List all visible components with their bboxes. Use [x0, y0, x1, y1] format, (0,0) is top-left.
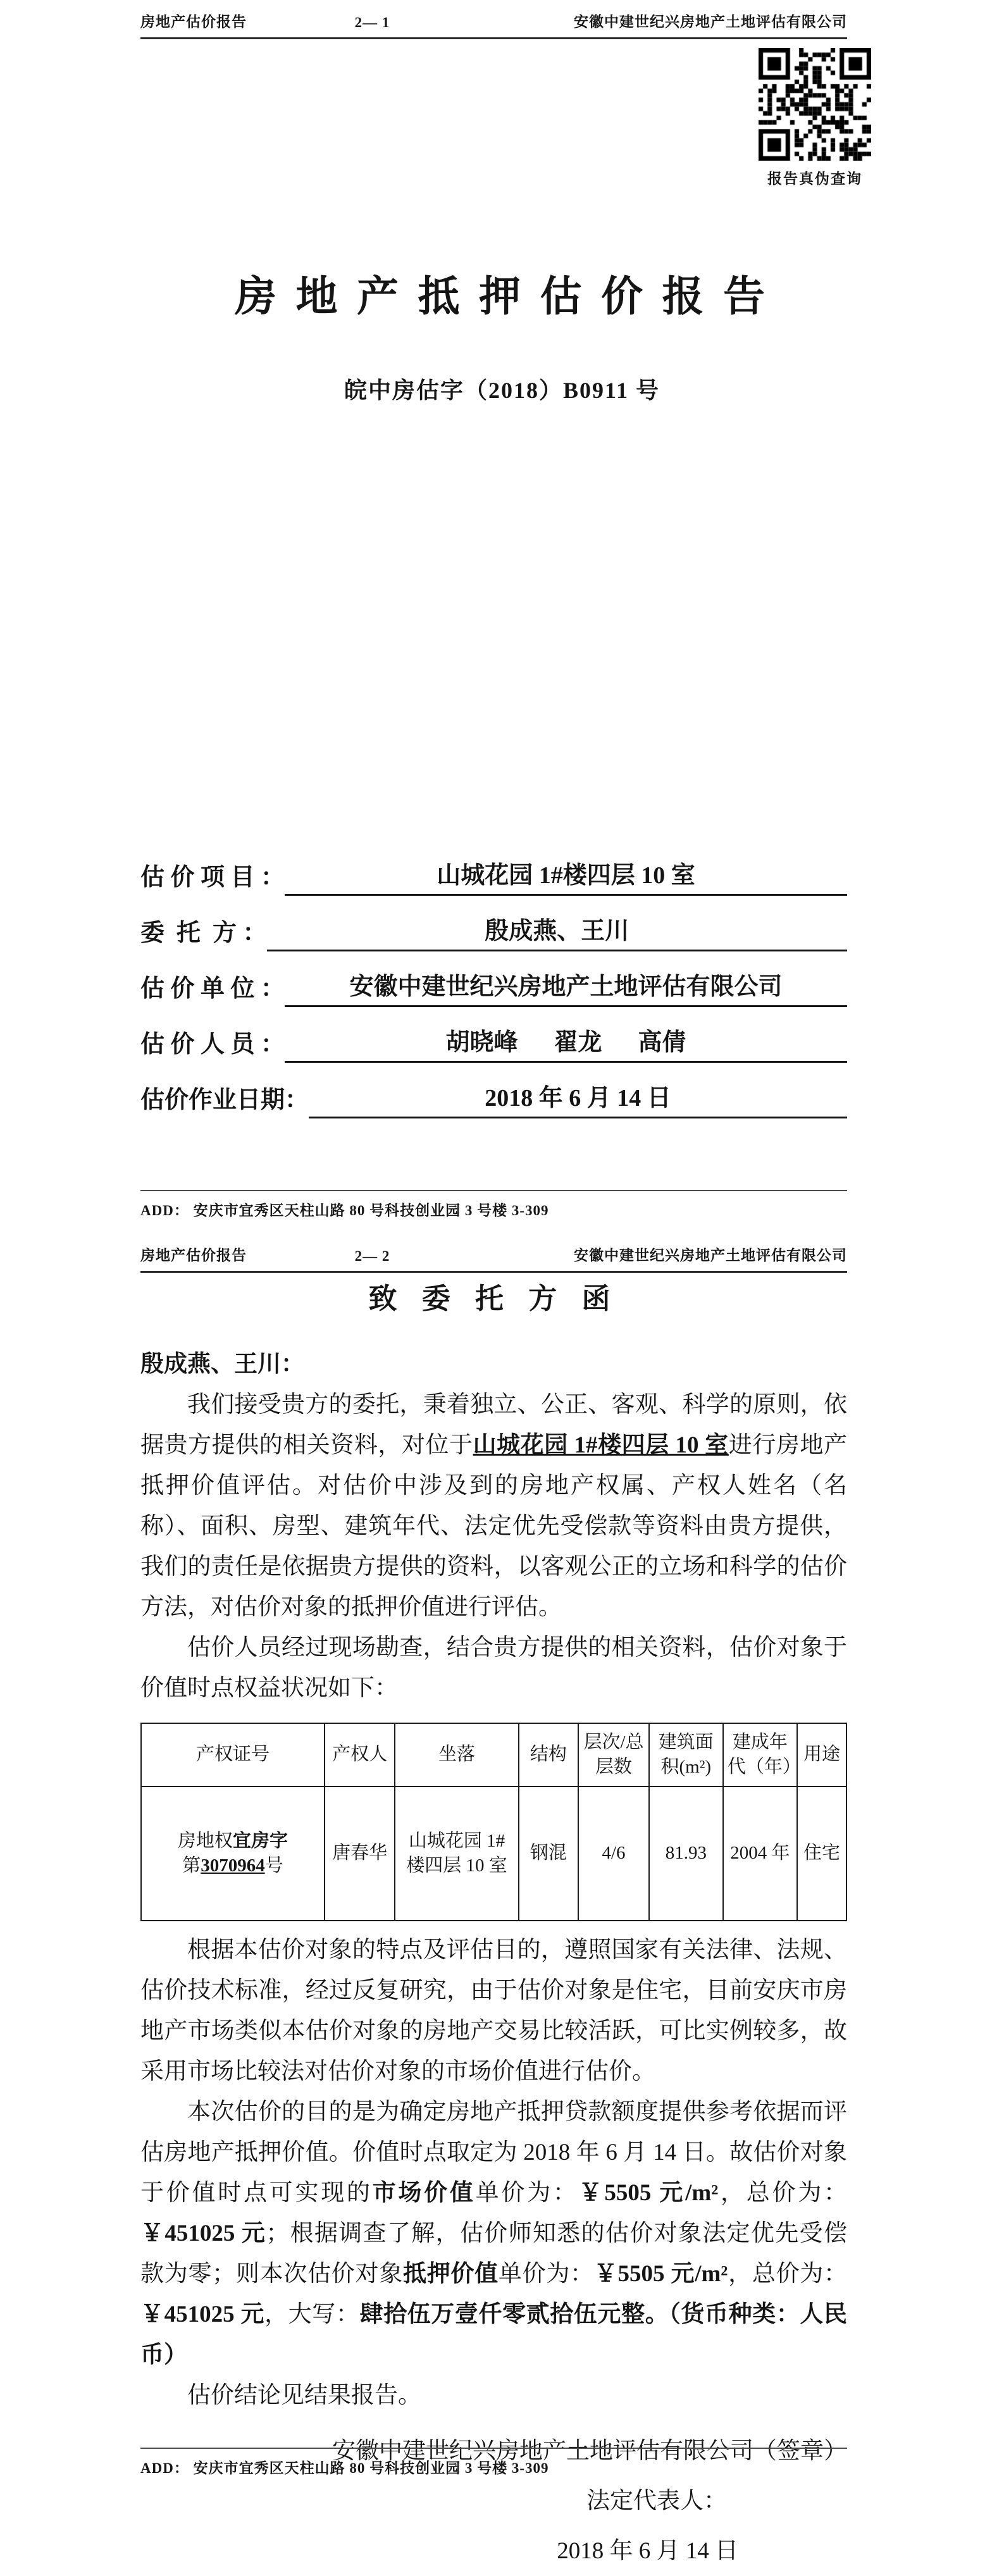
cell-floors: 4/6 — [578, 1786, 649, 1921]
cell-usage: 住宅 — [797, 1786, 846, 1921]
para4-unit-price: ￥5505 元/m² — [578, 2180, 719, 2206]
cert-digits: 3070964 — [201, 1855, 265, 1876]
para4-text: ；根据调查了解，估价师知悉的估价对象法定优先受偿款为零；则本次估价对象 — [140, 2220, 848, 2287]
report-number: 皖中房估字（2018）B0911 号 — [344, 378, 660, 404]
table-header-cert: 产权证号 — [141, 1723, 325, 1786]
table-header-location: 坐落 — [395, 1723, 518, 1786]
para4-text: 单价为： — [475, 2180, 579, 2206]
field-agency-label: 估 价 单 位 ： — [140, 975, 285, 1003]
field-work-date — [140, 1078, 847, 1118]
cell-cert-number — [141, 1786, 325, 1921]
para4-mortgage-value-label: 抵押价值 — [402, 2261, 499, 2287]
table-header-area: 建筑面积(m²) — [649, 1723, 723, 1786]
letter-title: 致 委 托 方 函 — [368, 1283, 619, 1315]
field-client-value: 殷成燕、王川 — [267, 911, 847, 951]
table-header-owner: 产权人 — [325, 1723, 395, 1786]
paragraph-closing: 估价结论见结果报告。 — [187, 2382, 421, 2408]
para4-amount-in-words: 肆拾伍万壹仟零贰拾伍元整。 — [359, 2301, 669, 2327]
para1-text: 我们接受贵方的委托，秉着独立、公正、客观、科学的原则，依据贵方提供的相关资料，对位于 — [140, 1392, 847, 1458]
field-project-value: 山城花园 1#楼四层 10 室 — [285, 855, 847, 896]
table-header-floors: 层次/总层数 — [578, 1723, 649, 1786]
para4-text: ，大写： — [264, 2301, 360, 2327]
field-agency — [140, 967, 847, 1007]
field-client — [140, 911, 847, 951]
cover-form — [140, 855, 847, 1118]
letter-body — [140, 1275, 847, 2576]
para1-property-name: 山城花园 1#楼四层 10 室 — [473, 1432, 729, 1458]
field-project-label: 估 价 项 目 ： — [140, 864, 285, 891]
cert-mid: 第 — [182, 1855, 201, 1876]
page-1-running-header — [140, 0, 847, 39]
table-header-structure: 结构 — [519, 1723, 579, 1786]
page-1-cover — [0, 0, 1004, 1234]
para4-text: ，总价为： — [718, 2180, 848, 2206]
header-page-number: 2— 2 — [354, 1248, 390, 1264]
qr-caption: 报告真伪查询 — [767, 171, 862, 187]
report-title: 房 地 产 抵 押 估 价 报 告 — [235, 274, 769, 320]
table-row — [141, 1786, 846, 1921]
para4-currency-type: （货币种类：人民币） — [140, 2301, 848, 2368]
cert-prefix: 房地权 — [177, 1830, 233, 1851]
qr-code-icon — [759, 48, 871, 161]
property-rights-table — [140, 1723, 847, 1921]
para4-market-value-label: 市场价值 — [372, 2180, 476, 2206]
cell-owner: 唐春华 — [325, 1786, 395, 1921]
signature-date: 2018 年 6 月 14 日 — [557, 2538, 738, 2564]
para4-total-price: ￥451025 元 — [140, 2301, 265, 2327]
cell-area: 81.93 — [649, 1786, 723, 1921]
table-header-row — [141, 1723, 846, 1786]
cert-series: 宜房字 — [232, 1830, 288, 1851]
page-1-footer-address: ADD： 安庆市宜秀区天柱山路 80 号科技创业园 3 号楼 3-309 — [140, 1190, 847, 1220]
para4-unit-price: ￥5505 元/m² — [593, 2261, 728, 2287]
report-verification-block — [759, 48, 871, 188]
para4-total-price: ￥451025 元 — [140, 2220, 266, 2246]
header-doc-type: 房地产估价报告 — [140, 1248, 247, 1263]
para1-text: 进行房地产抵押价值评估。对估价中涉及到的房地产权属、产权人姓名（名称）、面积、房型、建筑年代、法定优先受偿款等资料由贵方提供，我们的责任是依据贵方提供的资料，以客观公正的立场和科学的估价方法，对估价对象的抵押价值进行评估。 — [140, 1432, 848, 1620]
page-2-footer-address: ADD： 安庆市宜秀区天柱山路 80 号科技创业园 3 号楼 3-309 — [140, 2448, 847, 2477]
field-appraisers-label: 估 价 人 员 ： — [140, 1031, 285, 1058]
field-appraisers-value: 胡晓峰 翟龙 高倩 — [285, 1022, 847, 1063]
signature-legal-representative: 法定代表人： — [586, 2488, 727, 2514]
cell-year: 2004 年 — [723, 1786, 797, 1921]
field-appraisers — [140, 1022, 847, 1063]
header-doc-type: 房地产估价报告 — [140, 14, 247, 30]
page-2-letter — [0, 1234, 1004, 2564]
paragraph-survey: 估价人员经过现场勘查，结合贵方提供的相关资料，估价对象于价值时点权益状况如下： — [140, 1635, 847, 1701]
cell-location: 山城花园 1#楼四层 10 室 — [395, 1786, 518, 1921]
table-header-year: 建成年代（年） — [723, 1723, 797, 1786]
para4-text: 单价为： — [498, 2261, 594, 2287]
field-client-label: 委 托 方 ： — [140, 920, 267, 947]
paragraph-valuation-result — [140, 2092, 847, 2375]
letter-salutation: 殷成燕、王川： — [140, 1351, 304, 1377]
header-company-name: 安徽中建世纪兴房地产土地评估有限公司 — [574, 14, 847, 30]
cell-structure: 钢混 — [519, 1786, 579, 1921]
table-header-usage: 用途 — [797, 1723, 846, 1786]
para4-text: 本次估价的目的是为确定房地产抵押贷款额度提供参考依据而评估房地产抵押价值。价值时点取定为 2018 年 6 月 14 日。故估价对象于价值时点可实现的 — [140, 2099, 847, 2206]
page-2-running-header — [140, 1234, 847, 1273]
signature-company: 安徽中建世纪兴房地产土地评估有限公司（签章） — [332, 2438, 847, 2464]
field-agency-value: 安徽中建世纪兴房地产土地评估有限公司 — [285, 967, 847, 1007]
header-company-name: 安徽中建世纪兴房地产土地评估有限公司 — [574, 1248, 847, 1263]
field-work-date-label: 估价作业日期： — [140, 1087, 309, 1114]
cert-suffix: 号 — [264, 1855, 283, 1876]
para4-text: ，总价为： — [728, 2261, 848, 2287]
paragraph-method: 根据本估价对象的特点及评估目的，遵照国家有关法律、法规、估价技术标准，经过反复研究，由于估价对象是住宅，目前安庆市房地产市场类似本估价对象的房地产交易比较活跃，可比实例较多，故采用市场比较法对估价对象的市场价值进行估价。 — [140, 1937, 847, 2084]
header-page-number: 2— 1 — [354, 15, 390, 30]
paragraph-commission — [140, 1385, 847, 1628]
field-work-date-value: 2018 年 6 月 14 日 — [309, 1078, 847, 1118]
field-project — [140, 855, 847, 896]
